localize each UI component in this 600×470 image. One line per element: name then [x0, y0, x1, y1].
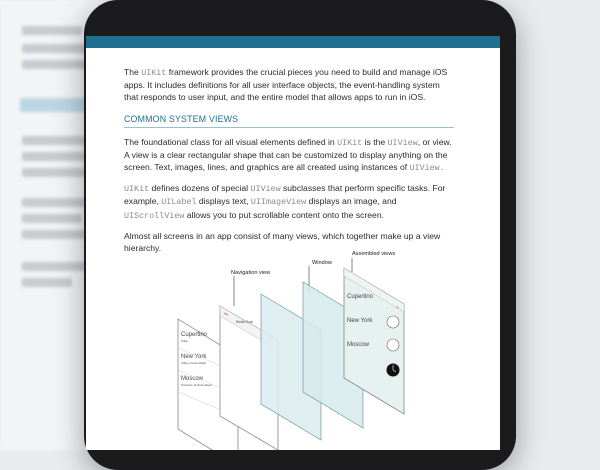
book-page[interactable]: [86, 36, 500, 450]
section-heading: COMMON SYSTEM VIEWS: [124, 114, 454, 128]
paragraph-hierarchy: Almost all screens in an app consist of many views, which together make up a view hierarchy.: [124, 230, 441, 254]
clock-face-icon: [387, 316, 399, 328]
svg-text:Today, 3 hours ahead: Today, 3 hours ahead: [181, 362, 206, 365]
tablet-device: [84, 0, 516, 470]
svg-text:New York: New York: [347, 318, 373, 324]
label-navigation-view: Navigation view: [231, 270, 271, 276]
add-plus-icon: +: [396, 305, 399, 311]
label-window: Window: [312, 260, 332, 266]
clock-face-icon: [387, 339, 399, 351]
svg-text:Cupertino: Cupertino: [347, 294, 374, 300]
svg-text:Today: Today: [181, 340, 188, 343]
paragraph-subclasses: UIKit defines dozens of special UIView subclasses that perform specific tasks. For example, UILabel displays text, UIImageView displays an image, and UIScrollView allows you to put scrollable content onto the screen.: [124, 183, 446, 221]
label-assembled-views: Assembled views: [352, 251, 396, 257]
nav-title: World Clock: [236, 320, 254, 324]
view-hierarchy-diagram: [86, 36, 500, 450]
intro-paragraph: The UIKit framework provides the crucial pieces you need to build and manage iOS apps. It includes definitions for all user interface objects, the event-handling system that responds to user input, and the entire model that allows apps to run in iOS.: [124, 67, 448, 103]
code-uikit: UIKit: [141, 68, 167, 78]
svg-text:Moscow: Moscow: [347, 342, 370, 348]
city-cupertino: Cupertino: [181, 332, 208, 338]
svg-text:Tomorrow, 11 hours ahead: Tomorrow, 11 hours ahead: [181, 384, 212, 387]
paragraph-uiview: The foundational class for all visual elements defined in UIKit is the UIView, or view. A view is a clear rectangular shape that can be customized to display anything on the screen. Text, images, lines, and graphics are all created using instances of UIView.: [124, 136, 452, 174]
city-new-york: New York: [181, 354, 207, 360]
city-moscow: Moscow: [181, 376, 204, 382]
